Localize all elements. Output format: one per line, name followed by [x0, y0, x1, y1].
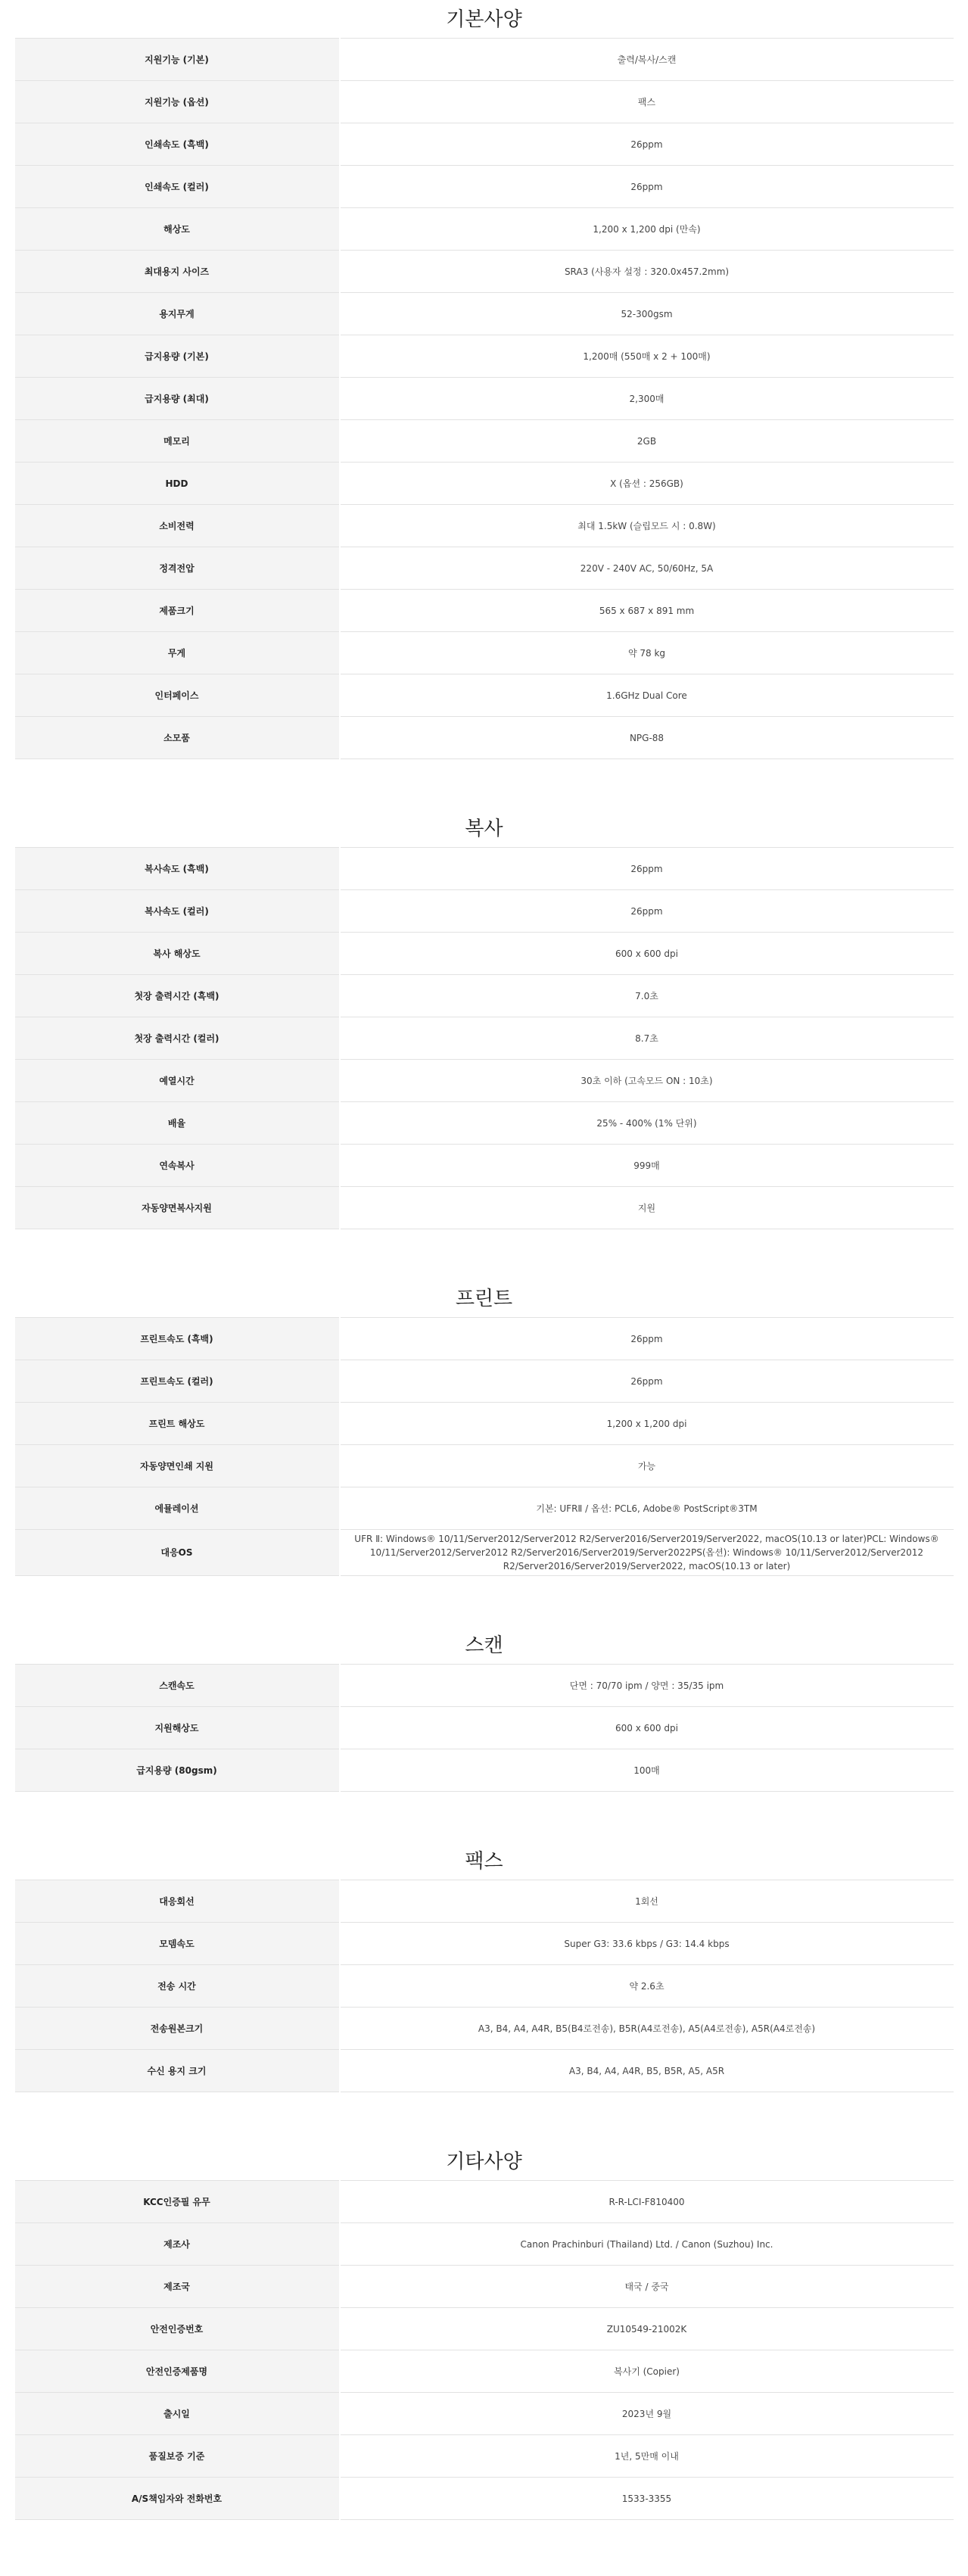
spec-value: 팩스: [340, 81, 954, 123]
spec-table: [15, 1317, 954, 1576]
spec-row: [15, 505, 954, 547]
spec-label: 배율: [15, 1102, 340, 1145]
spec-label: 수신 용지 크기: [15, 2050, 340, 2092]
section-title: 기타사양: [446, 2151, 522, 2173]
spec-value: 220V - 240V AC, 50/60Hz, 5A: [340, 547, 954, 590]
spec-label: 복사속도 (컬러): [15, 890, 340, 933]
spec-row: [15, 335, 954, 378]
spec-value: 약 78 kg: [340, 632, 954, 674]
spec-row: [15, 81, 954, 123]
spec-label: 복사 해상도: [15, 933, 340, 975]
section-title: 프린트: [455, 1288, 513, 1310]
spec-label: 전송 시간: [15, 1965, 340, 2008]
spec-value: 30초 이하 (고속모드 ON : 10초): [340, 1060, 954, 1102]
spec-label: 첫장 출력시간 (흑백): [15, 975, 340, 1017]
spec-label: 무게: [15, 632, 340, 674]
section-scan: [15, 1632, 954, 1792]
section-print: [15, 1285, 954, 1576]
spec-label: 소비전력: [15, 505, 340, 547]
spec-row: [15, 2308, 954, 2350]
spec-row: [15, 1360, 954, 1403]
spec-value: 2023년 9월: [340, 2393, 954, 2435]
spec-row: [15, 2008, 954, 2050]
spec-row: [15, 2350, 954, 2393]
spec-value: 600 x 600 dpi: [340, 933, 954, 975]
spec-row: [15, 933, 954, 975]
spec-row: [15, 1749, 954, 1792]
section-etc: [15, 2148, 954, 2520]
spec-label: 자동양면인쇄 지원: [15, 1445, 340, 1487]
spec-label: 전송원본크기: [15, 2008, 340, 2050]
spec-label: 제품크기: [15, 590, 340, 632]
spec-label: 제조국: [15, 2266, 340, 2308]
spec-row: [15, 632, 954, 674]
spec-row: [15, 1707, 954, 1749]
spec-row: [15, 251, 954, 293]
spec-row: [15, 1017, 954, 1060]
spec-row: [15, 1880, 954, 1923]
spec-label: 예열시간: [15, 1060, 340, 1102]
spec-row: [15, 2393, 954, 2435]
spec-value: 25% - 400% (1% 단위): [340, 1102, 954, 1145]
spec-row: [15, 1530, 954, 1576]
spec-value: A3, B4, A4, A4R, B5(B4로전송), B5R(A4로전송), A5(A4로전송), A5R(A4로전송): [340, 2008, 954, 2050]
spec-value: 1,200 x 1,200 dpi (만속): [340, 208, 954, 251]
spec-value: 7.0초: [340, 975, 954, 1017]
spec-value: 26ppm: [340, 1360, 954, 1403]
spec-label: A/S책임자와 전화번호: [15, 2478, 340, 2520]
spec-label: 품질보증 기준: [15, 2435, 340, 2478]
spec-label: 인터페이스: [15, 674, 340, 717]
section-fax: [15, 1848, 954, 2092]
spec-value: 1.6GHz Dual Core: [340, 674, 954, 717]
spec-value: A3, B4, A4, A4R, B5, B5R, A5, A5R: [340, 2050, 954, 2092]
spec-row: [15, 1665, 954, 1707]
section-title: 복사: [465, 818, 503, 840]
spec-label: 최대용지 사이즈: [15, 251, 340, 293]
spec-row: [15, 293, 954, 335]
spec-value: 1년, 5만매 이내: [340, 2435, 954, 2478]
spec-value: 2GB: [340, 420, 954, 463]
spec-table: [15, 1880, 954, 2092]
spec-value: X (옵션 : 256GB): [340, 463, 954, 505]
spec-value: 태국 / 중국: [340, 2266, 954, 2308]
spec-row: [15, 890, 954, 933]
spec-value: 지원: [340, 1187, 954, 1229]
spec-value: 약 2.6초: [340, 1965, 954, 2008]
spec-row: [15, 2435, 954, 2478]
section-copy: [15, 815, 954, 1229]
spec-row: [15, 1187, 954, 1229]
spec-label: 복사속도 (흑백): [15, 848, 340, 890]
spec-label: 프린트 해상도: [15, 1403, 340, 1445]
spec-row: [15, 1403, 954, 1445]
spec-label: 지원해상도: [15, 1707, 340, 1749]
spec-row: [15, 1060, 954, 1102]
spec-label: 인쇄속도 (컬러): [15, 166, 340, 208]
spec-label: 자동양면복사지원: [15, 1187, 340, 1229]
spec-row: [15, 2050, 954, 2092]
spec-value: 기본: UFRⅡ / 옵션: PCL6, Adobe® PostScript®3TM: [340, 1487, 954, 1530]
spec-value: 1,200매 (550매 x 2 + 100매): [340, 335, 954, 378]
spec-label: 연속복사: [15, 1145, 340, 1187]
section-title: 스캔: [465, 1634, 503, 1657]
spec-row: [15, 674, 954, 717]
spec-value: 26ppm: [340, 1318, 954, 1360]
spec-value: 999매: [340, 1145, 954, 1187]
spec-label: 해상도: [15, 208, 340, 251]
spec-label: 메모리: [15, 420, 340, 463]
spec-row: [15, 39, 954, 81]
section-title: 기본사양: [446, 8, 522, 31]
spec-value: 출력/복사/스캔: [340, 39, 954, 81]
spec-row: [15, 123, 954, 166]
spec-label: 정격전압: [15, 547, 340, 590]
spec-row: [15, 1923, 954, 1965]
spec-label: 용지무게: [15, 293, 340, 335]
spec-value: R-R-LCI-F810400: [340, 2181, 954, 2223]
spec-label: 안전인증번호: [15, 2308, 340, 2350]
spec-value: 52-300gsm: [340, 293, 954, 335]
spec-row: [15, 547, 954, 590]
spec-label: 급지용량 (최대): [15, 378, 340, 420]
spec-row: [15, 166, 954, 208]
spec-value: 26ppm: [340, 848, 954, 890]
spec-row: [15, 1445, 954, 1487]
spec-label: 스캔속도: [15, 1665, 340, 1707]
spec-row: [15, 2266, 954, 2308]
spec-value: 600 x 600 dpi: [340, 1707, 954, 1749]
spec-value: 가능: [340, 1445, 954, 1487]
spec-value: 100매: [340, 1749, 954, 1792]
spec-value: NPG-88: [340, 717, 954, 759]
spec-value: 26ppm: [340, 123, 954, 166]
spec-row: [15, 975, 954, 1017]
spec-value: 단면 : 70/70 ipm / 양면 : 35/35 ipm: [340, 1665, 954, 1707]
spec-row: [15, 2478, 954, 2520]
spec-row: [15, 1318, 954, 1360]
spec-label: 모뎀속도: [15, 1923, 340, 1965]
spec-value: 1533-3355: [340, 2478, 954, 2520]
spec-label: KCC인증필 유무: [15, 2181, 340, 2223]
spec-row: [15, 208, 954, 251]
spec-table: [15, 38, 954, 759]
spec-value: 최대 1.5kW (슬립모드 시 : 0.8W): [340, 505, 954, 547]
spec-row: [15, 420, 954, 463]
spec-row: [15, 2181, 954, 2223]
spec-value: 2,300매: [340, 378, 954, 420]
spec-table: [15, 847, 954, 1229]
spec-value: 26ppm: [340, 890, 954, 933]
spec-value: ZU10549-21002K: [340, 2308, 954, 2350]
spec-label: 지원기능 (기본): [15, 39, 340, 81]
spec-row: [15, 1965, 954, 2008]
spec-label: 첫장 출력시간 (컬러): [15, 1017, 340, 1060]
spec-label: 인쇄속도 (흑백): [15, 123, 340, 166]
spec-label: HDD: [15, 463, 340, 505]
spec-label: 프린트속도 (흑백): [15, 1318, 340, 1360]
spec-table: [15, 2180, 954, 2520]
spec-row: [15, 1102, 954, 1145]
spec-label: 대응OS: [15, 1530, 340, 1576]
spec-value: 26ppm: [340, 166, 954, 208]
spec-value: 복사기 (Copier): [340, 2350, 954, 2393]
spec-value: 8.7초: [340, 1017, 954, 1060]
spec-label: 출시일: [15, 2393, 340, 2435]
spec-row: [15, 590, 954, 632]
spec-label: 제조사: [15, 2223, 340, 2266]
spec-value: 1,200 x 1,200 dpi: [340, 1403, 954, 1445]
spec-row: [15, 1487, 954, 1530]
spec-label: 지원기능 (옵션): [15, 81, 340, 123]
spec-value: SRA3 (사용자 설정 : 320.0x457.2mm): [340, 251, 954, 293]
spec-label: 급지용량 (기본): [15, 335, 340, 378]
section-title: 팩스: [465, 1850, 503, 1873]
spec-label: 대응회선: [15, 1880, 340, 1923]
spec-table: [15, 1664, 954, 1792]
spec-value: 1회선: [340, 1880, 954, 1923]
section-basic: [15, 6, 954, 759]
spec-label: 급지용량 (80gsm): [15, 1749, 340, 1792]
spec-label: 프린트속도 (컬러): [15, 1360, 340, 1403]
spec-value: Canon Prachinburi (Thailand) Ltd. / Canon (Suzhou) Inc.: [340, 2223, 954, 2266]
spec-row: [15, 2223, 954, 2266]
spec-value: Super G3: 33.6 kbps / G3: 14.4 kbps: [340, 1923, 954, 1965]
spec-label: 소모품: [15, 717, 340, 759]
spec-row: [15, 848, 954, 890]
spec-row: [15, 463, 954, 505]
spec-value: 565 x 687 x 891 mm: [340, 590, 954, 632]
spec-row: [15, 1145, 954, 1187]
spec-label: 안전인증제품명: [15, 2350, 340, 2393]
spec-label: 에뮬레이션: [15, 1487, 340, 1530]
spec-row: [15, 378, 954, 420]
spec-value: UFR Ⅱ: Windows® 10/11/Server2012/Server2012 R2/Server2016/Server2019/Server2022, macOS(10.13 or later)PCL: Windows® 10/11/Server2012/Server2012 R2/Server2016/Server2019/Server2022PS(옵션): Windows® 10/11/Server2012/Server2012 R2/Server2016/Server2019/Server2022, macOS(10.13 or later): [340, 1530, 954, 1576]
spec-row: [15, 717, 954, 759]
